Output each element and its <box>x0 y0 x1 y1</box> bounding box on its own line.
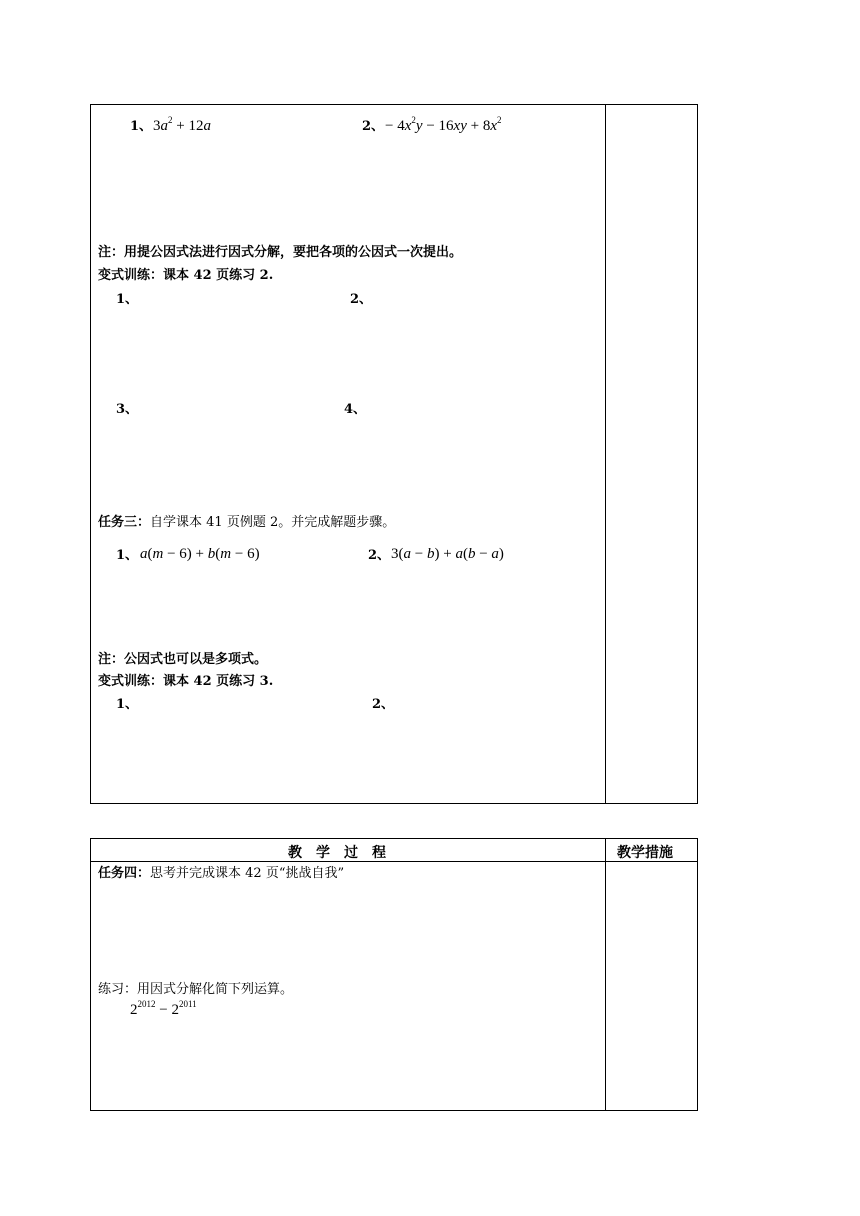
header-teaching-process: 教 学 过 程 <box>288 845 386 861</box>
note-polynomial-factor: 注：公因式也可以是多项式。 <box>98 652 268 667</box>
problem-1-expression: $3a^2 + 12a$ <box>153 115 211 134</box>
variant2-item-1: 1、 <box>116 697 139 712</box>
variant1-item-4: 4、 <box>344 402 367 417</box>
problem-2-number: 2、 <box>362 119 385 134</box>
variant1-item-3: 3、 <box>116 402 139 417</box>
practice-expression: $2^{2012} - 2^{2011}$ <box>130 999 197 1018</box>
task3-problem-1-expression: a(m − 6) + b(m − 6) <box>140 546 260 562</box>
variant-training-1: 变式训练：课本 42 页练习 2. <box>98 268 274 283</box>
task-4 <box>98 866 344 882</box>
task3-problem-2-expression: 3(a − b) + a(b − a) <box>391 546 504 562</box>
problem-1-number: 1、 <box>130 119 153 134</box>
task3-problem-1-number: 1、 <box>116 548 139 563</box>
variant-training-2: 变式训练：课本 42 页练习 3. <box>98 674 274 689</box>
task-3 <box>98 515 395 531</box>
task3-problem-2-number: 2、 <box>368 548 391 563</box>
column-divider <box>605 839 606 1110</box>
problem-2-expression: − $4x^2y - 16xy + 8x^2$ <box>385 115 502 134</box>
variant1-item-1: 1、 <box>116 292 139 307</box>
variant1-item-2: 2、 <box>350 292 373 307</box>
task-4-label: 任务四： <box>98 866 151 881</box>
task-3-label: 任务三： <box>98 515 151 530</box>
practice-instruction: 练习：用因式分解化简下列运算。 <box>98 982 294 997</box>
column-divider <box>605 105 606 803</box>
task-4-text: 思考并完成课本 42 页“挑战自我” <box>150 866 345 881</box>
header-teaching-measures: 教学措施 <box>617 845 673 861</box>
variant2-item-2: 2、 <box>372 697 395 712</box>
note-common-factor: 注：用提公因式法进行因式分解，要把各项的公因式一次提出。 <box>98 245 463 260</box>
header-divider <box>91 861 697 862</box>
task-3-text: 自学课本 41 页例题 2。并完成解题步骤。 <box>150 515 396 530</box>
